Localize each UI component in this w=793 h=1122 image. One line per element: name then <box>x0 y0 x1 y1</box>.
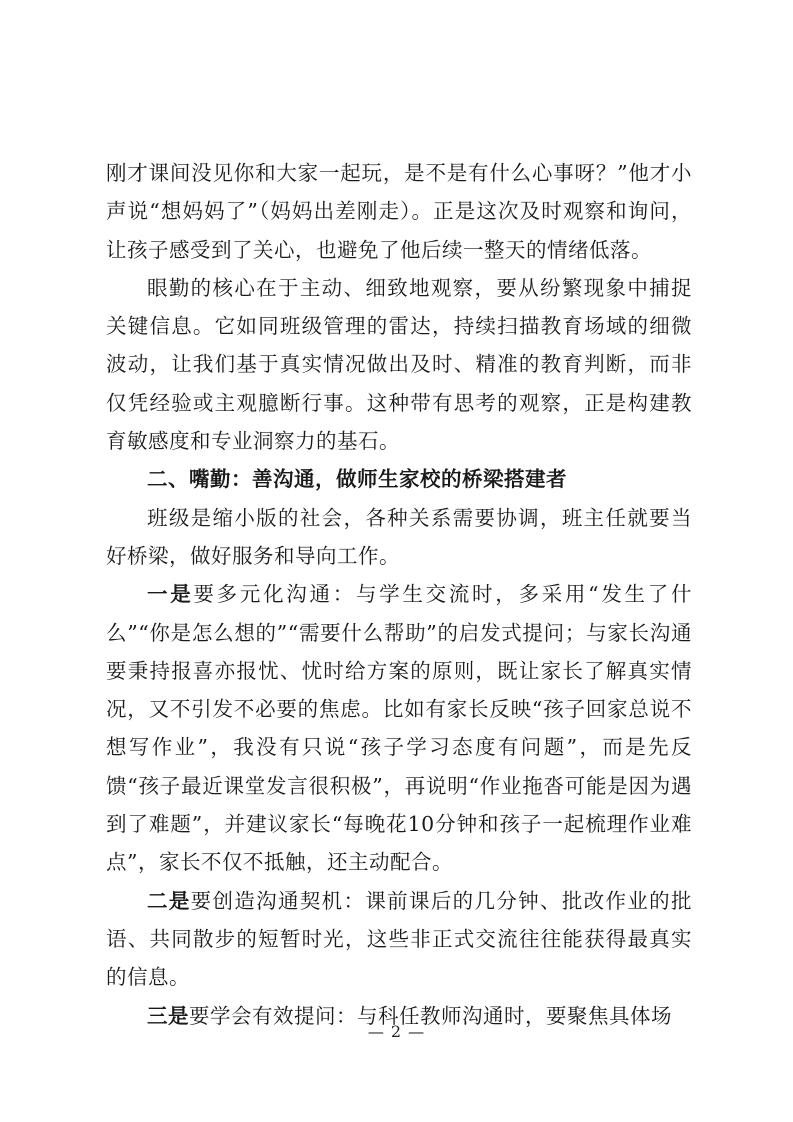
paragraph-text: 班级是缩小版的社会，各种关系需要协调，班主任就要当好桥梁，做好服务和导向工作。 <box>106 505 692 568</box>
paragraph-text: 要创造沟通契机：课前课后的几分钟、批改作业的批语、共同散步的短暂时光，这些非正式交流往往能获得最真实的信息。 <box>106 888 693 990</box>
point-lead: 二是 <box>147 888 191 913</box>
page-number: — 2 — <box>367 1022 426 1041</box>
paragraph-text: 刚才课间没见你和大家一起玩，是不是有什么心事呀？”他才小声说“想妈妈了”（妈妈出差刚走）。正是这次及时观察和询问，让孩子感受到了关心，也避免了他后续一整天的情绪低落。 <box>106 161 692 262</box>
document-body <box>106 154 692 1035</box>
paragraph-text: 要多元化沟通：与学生交流时，多采用“发生了什么”“你是怎么想的”“需要什么帮助”的启发式提问；与家长沟通要秉持报喜亦报忧、忧时给方案的原则，既让家长了解真实情况，又不引发不必要的焦虑。比如有家长反映“孩子回家总说不想写作业”，我没有只说“孩子学习态度有问题”，而是先反馈“孩子最近课堂发言很积极”，再说明“作业拖沓可能是因为遇到了难题”，并建议家长“每晚花10分钟和孩子一起梳理作业难点”，家长不仅不抵触，还主动配合。 <box>106 582 692 875</box>
section-heading <box>106 460 692 498</box>
section-heading-text: 二、嘴勤：善沟通，做师生家校的桥梁搭建者 <box>147 467 567 492</box>
point-lead: 三是 <box>147 1003 189 1028</box>
paragraph-text: 要学会有效提问：与科任教师沟通时，要聚焦具体场 <box>189 1003 672 1028</box>
paragraph-text: 眼勤的核心在于主动、细致地观察，要从纷繁现象中捕捉关键信息。它如同班级管理的雷达，持续扫描教育场域的细微波动，让我们基于真实情况做出及时、精准的教育判断，而非仅凭经验或主观臆断行事。这种带有思考的观察，正是构建教育敏感度和专业洞察力的基石。 <box>106 275 692 454</box>
paragraph-continuation <box>106 154 692 269</box>
point-lead: 一是 <box>147 582 194 607</box>
paragraph-point-two <box>106 882 692 997</box>
paragraph-class-society <box>106 499 692 576</box>
paragraph-observation-core <box>106 269 692 460</box>
paragraph-point-one <box>106 575 692 881</box>
